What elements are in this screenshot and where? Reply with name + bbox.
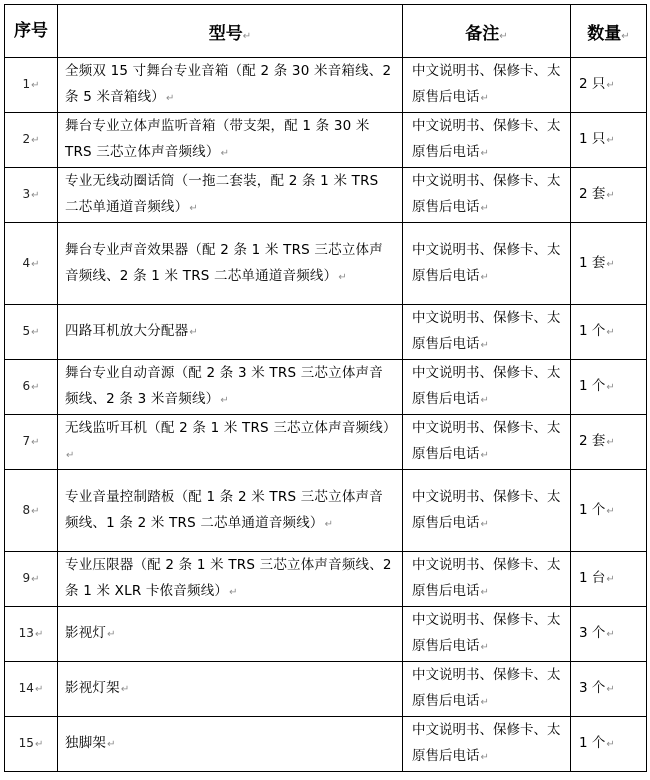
header-model-label: 型号 (208, 23, 243, 44)
paragraph-mark-icon: ↵ (31, 80, 40, 91)
paragraph-mark-icon: ↵ (107, 629, 116, 640)
row-no-cell (5, 607, 58, 662)
row-remark-cell (403, 360, 571, 415)
row-remark-cell (403, 415, 571, 470)
row-qty: 1 台 (579, 570, 606, 586)
paragraph-mark-icon: ↵ (189, 203, 198, 214)
row-no: 2 (22, 132, 31, 146)
row-qty-cell (571, 470, 647, 552)
row-qty-cell (571, 415, 647, 470)
paragraph-mark-icon: ↵ (606, 382, 615, 393)
row-model: 影视灯 (65, 625, 107, 641)
paragraph-mark-icon: ↵ (31, 135, 40, 146)
row-model-cell (58, 662, 403, 717)
row-model-cell (58, 717, 403, 772)
table-row (5, 58, 647, 113)
row-remark: 中文说明书、保修卡、太原售后电话 (412, 612, 561, 654)
row-no: 5 (22, 324, 31, 338)
row-no-cell (5, 470, 58, 552)
paragraph-mark-icon: ↵ (31, 437, 40, 448)
row-model: 舞台专业立体声监听音箱（带支架，配 1 条 30 米 TRS 三芯立体声音频线） (65, 118, 370, 160)
row-remark: 中文说明书、保修卡、太原售后电话 (412, 365, 561, 407)
row-no-cell (5, 305, 58, 360)
row-no-cell (5, 58, 58, 113)
paragraph-mark-icon: ↵ (480, 148, 489, 159)
row-no: 8 (22, 502, 31, 517)
row-remark-cell (403, 470, 571, 552)
header-remark (403, 5, 571, 58)
row-qty: 1 个 (579, 378, 606, 394)
paragraph-mark-icon: ↵ (338, 271, 347, 283)
row-qty: 2 只 (579, 76, 606, 92)
row-model-cell (58, 360, 403, 415)
paragraph-mark-icon: ↵ (606, 190, 615, 201)
row-qty-cell (571, 717, 647, 772)
paragraph-mark-icon: ↵ (499, 30, 508, 42)
table-row (5, 223, 647, 305)
row-no-cell (5, 717, 58, 772)
paragraph-mark-icon: ↵ (31, 574, 40, 585)
row-model: 专业音量控制踏板（配 1 条 2 米 TRS 三芯立体声音频线、1 条 2 米 TRS 二芯单通道音频线） (65, 488, 383, 531)
paragraph-mark-icon: ↵ (606, 629, 615, 640)
row-qty-cell (571, 662, 647, 717)
row-remark-cell (403, 58, 571, 113)
row-qty-cell (571, 113, 647, 168)
row-model: 影视灯架 (65, 680, 120, 696)
row-no: 9 (22, 571, 31, 585)
row-no: 3 (22, 187, 31, 201)
row-no: 4 (22, 255, 31, 270)
row-no-cell (5, 113, 58, 168)
row-remark: 中文说明书、保修卡、太原售后电话 (412, 420, 561, 462)
row-no-cell (5, 415, 58, 470)
paragraph-mark-icon: ↵ (480, 450, 489, 461)
row-no: 13 (18, 626, 34, 640)
table-row (5, 305, 647, 360)
header-model (58, 5, 403, 58)
row-no: 1 (22, 77, 31, 91)
paragraph-mark-icon: ↵ (31, 382, 40, 393)
table-row (5, 717, 647, 772)
row-remark-cell (403, 305, 571, 360)
paragraph-mark-icon: ↵ (31, 327, 40, 338)
paragraph-mark-icon: ↵ (31, 190, 40, 201)
paragraph-mark-icon: ↵ (107, 739, 116, 750)
row-model: 舞台专业自动音源（配 2 条 3 米 TRS 三芯立体声音频线、2 条 3 米音频线） (65, 365, 383, 407)
header-no (5, 5, 58, 58)
paragraph-mark-icon: ↵ (324, 518, 334, 530)
row-qty-cell (571, 168, 647, 223)
row-qty: 1 只 (579, 131, 606, 147)
row-qty: 2 套 (579, 186, 606, 202)
paragraph-mark-icon: ↵ (120, 684, 130, 695)
row-remark: 中文说明书、保修卡、太原售后电话 (412, 63, 561, 105)
row-model-cell (58, 58, 403, 113)
paragraph-mark-icon: ↵ (480, 697, 489, 708)
row-model-cell (58, 168, 403, 223)
paragraph-mark-icon: ↵ (220, 148, 230, 159)
header-no-label: 序号 (14, 21, 48, 41)
paragraph-mark-icon: ↵ (220, 395, 229, 406)
header-qty (571, 5, 647, 58)
paragraph-mark-icon: ↵ (606, 684, 615, 695)
row-no-cell (5, 360, 58, 415)
paragraph-mark-icon: ↵ (242, 30, 252, 42)
paragraph-mark-icon: ↵ (480, 93, 489, 104)
table-row (5, 662, 647, 717)
header-remark-label: 备注 (465, 23, 500, 44)
paragraph-mark-icon: ↵ (606, 739, 615, 750)
row-remark-cell (403, 662, 571, 717)
row-model-cell (58, 223, 403, 305)
paragraph-mark-icon: ↵ (229, 587, 238, 598)
paragraph-mark-icon: ↵ (189, 327, 198, 338)
paragraph-mark-icon: ↵ (66, 450, 75, 461)
row-no-cell (5, 223, 58, 305)
row-model: 专业无线动圈话筒（一拖二套装，配 2 条 1 米 TRS 二芯单通道音频线） (65, 173, 379, 215)
table-row (5, 552, 647, 607)
row-remark: 中文说明书、保修卡、太原售后电话 (412, 722, 561, 764)
row-remark: 中文说明书、保修卡、太原售后电话 (412, 557, 561, 599)
paragraph-mark-icon: ↵ (606, 437, 615, 448)
row-qty: 2 套 (579, 433, 606, 449)
row-no-cell (5, 552, 58, 607)
row-no: 14 (18, 681, 34, 695)
header-qty-label: 数量 (587, 23, 622, 44)
paragraph-mark-icon: ↵ (606, 574, 615, 585)
paragraph-mark-icon: ↵ (165, 93, 175, 104)
row-remark: 中文说明书、保修卡、太原售后电话 (412, 667, 561, 709)
row-no: 6 (22, 379, 31, 393)
paragraph-mark-icon: ↵ (34, 739, 44, 750)
header-row (5, 5, 647, 58)
row-remark-cell (403, 168, 571, 223)
paragraph-mark-icon: ↵ (34, 629, 44, 640)
paragraph-mark-icon: ↵ (480, 752, 489, 763)
row-qty-cell (571, 607, 647, 662)
row-model: 独脚架 (65, 735, 107, 751)
row-no-cell (5, 662, 58, 717)
row-remark-cell (403, 552, 571, 607)
row-remark: 中文说明书、保修卡、太原售后电话 (412, 310, 561, 352)
equipment-table (4, 4, 647, 772)
row-remark: 中文说明书、保修卡、太原售后电话 (412, 488, 561, 531)
row-qty-cell (571, 360, 647, 415)
table-row (5, 360, 647, 415)
row-no: 7 (22, 434, 31, 448)
row-model-cell (58, 607, 403, 662)
paragraph-mark-icon: ↵ (480, 587, 489, 598)
row-model-cell (58, 552, 403, 607)
table-row (5, 470, 647, 552)
row-remark: 中文说明书、保修卡、太原售后电话 (412, 173, 561, 215)
row-model: 专业压限器（配 2 条 1 米 TRS 三芯立体声音频线、2 条 1 米 XLR 卡侬音频线） (65, 557, 392, 599)
paragraph-mark-icon: ↵ (480, 642, 489, 653)
table-row (5, 415, 647, 470)
row-qty: 1 个 (579, 323, 606, 339)
paragraph-mark-icon: ↵ (606, 327, 615, 338)
row-qty-cell (571, 58, 647, 113)
paragraph-mark-icon: ↵ (480, 340, 489, 351)
row-qty-cell (571, 552, 647, 607)
row-model-cell (58, 305, 403, 360)
row-model-cell (58, 470, 403, 552)
row-remark-cell (403, 113, 571, 168)
row-remark-cell (403, 223, 571, 305)
paragraph-mark-icon: ↵ (606, 80, 615, 91)
paragraph-mark-icon: ↵ (480, 271, 489, 283)
table-row (5, 168, 647, 223)
paragraph-mark-icon: ↵ (34, 684, 44, 695)
row-remark: 中文说明书、保修卡、太原售后电话 (412, 241, 561, 284)
row-model: 全频双 15 寸舞台专业音箱（配 2 条 30 米音箱线、2 条 5 米音箱线） (65, 63, 392, 105)
table-row (5, 607, 647, 662)
row-model-cell (58, 415, 403, 470)
paragraph-mark-icon: ↵ (480, 395, 489, 406)
row-qty: 3 个 (579, 625, 606, 641)
row-remark: 中文说明书、保修卡、太原售后电话 (412, 118, 561, 160)
row-qty: 1 个 (579, 501, 606, 518)
paragraph-mark-icon: ↵ (31, 258, 40, 270)
row-qty: 1 个 (579, 735, 606, 751)
paragraph-mark-icon: ↵ (621, 30, 630, 42)
paragraph-mark-icon: ↵ (480, 203, 489, 214)
row-qty: 3 个 (579, 680, 606, 696)
row-no: 15 (18, 736, 34, 750)
paragraph-mark-icon: ↵ (480, 518, 489, 530)
row-model: 舞台专业声音效果器（配 2 条 1 米 TRS 三芯立体声音频线、2 条 1 米 TRS 二芯单通道音频线） (65, 241, 383, 284)
row-qty: 1 套 (579, 254, 606, 271)
row-remark-cell (403, 717, 571, 772)
row-model: 四路耳机放大分配器 (65, 323, 189, 339)
row-qty-cell (571, 223, 647, 305)
row-model: 无线监听耳机（配 2 条 1 米 TRS 三芯立体声音频线） (65, 420, 397, 436)
row-no-cell (5, 168, 58, 223)
row-remark-cell (403, 607, 571, 662)
paragraph-mark-icon: ↵ (606, 135, 615, 146)
row-model-cell (58, 113, 403, 168)
table-row (5, 113, 647, 168)
paragraph-mark-icon: ↵ (606, 258, 615, 270)
paragraph-mark-icon: ↵ (31, 505, 40, 517)
paragraph-mark-icon: ↵ (606, 505, 615, 517)
row-qty-cell (571, 305, 647, 360)
